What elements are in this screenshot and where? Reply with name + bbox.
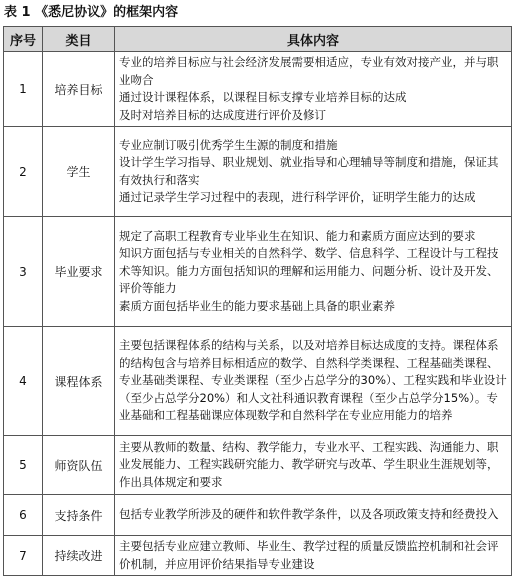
row-category: 支持条件	[43, 495, 115, 536]
table-header-row	[4, 27, 512, 52]
content-line: 主要包括专业应建立教师、毕业生、教学过程的质量反馈监控机制和社会评价机制，并应用评价结果指导专业建设	[119, 539, 499, 571]
row-content	[115, 127, 512, 217]
row-category: 持续改进	[43, 536, 115, 576]
row-content	[115, 52, 512, 127]
row-content	[115, 327, 512, 436]
content-line: 专业应制订吸引优秀学生生源的制度和措施	[119, 137, 338, 152]
table-row	[4, 536, 512, 576]
header-category: 类目	[43, 27, 115, 52]
content-line: 知识方面包括与专业相关的自然科学、数学、信息科学、工程设计与工程技术等知识。能力方面包括知识的理解和运用能力、问题分析、设计及开发、评价等能力	[119, 246, 499, 296]
row-number: 2	[4, 127, 43, 217]
content-line: 通过设计课程体系，以课程目标支撑专业培养目标的达成	[119, 90, 407, 104]
content-line: 专业的培养目标应与社会经济发展需要相适应，专业有效对接产业，并与职业吻合	[119, 55, 499, 87]
table-row	[4, 127, 512, 217]
table-row	[4, 52, 512, 127]
table-caption: 表 1 《悉尼协议》的框架内容	[4, 5, 179, 20]
row-number: 7	[4, 536, 43, 576]
content-line: 及时对培养目标的达成度进行评价及修订	[119, 107, 326, 122]
row-category: 培养目标	[43, 52, 115, 127]
content-line: 主要包括课程体系的结构与关系，以及对培养目标达成度的支持。课程体系的结构包含与培养目标相适应的数学、自然科学类课程、工程基础类课程、专业基础类课程、专业类课程（至少占总学分的30%）、工程实践和毕业设计（至少占总学分20%）和人文社科通识教育课程（至少占总学分15%）。专业基础和工程基础课应体现数学和自然科学在专业应用能力的培养	[119, 338, 507, 423]
row-content	[115, 536, 512, 576]
table-row	[4, 436, 512, 495]
content-line: 主要从教师的数量、结构、教学能力，专业水平、工程实践、沟通能力、职业发展能力、工程实践研究能力、教学研究与改革、学生职业生涯规划等，作出具体规定和要求	[119, 439, 499, 489]
table-row	[4, 217, 512, 327]
content-line: 通过记录学生学习过程中的表现，进行科学评价，证明学生能力的达成	[119, 190, 476, 204]
header-content: 具体内容	[115, 27, 512, 52]
content-line: 规定了高职工程教育专业毕业生在知识、能力和素质方面应达到的要求	[119, 228, 476, 243]
row-category: 课程体系	[43, 327, 115, 436]
row-category: 毕业要求	[43, 217, 115, 327]
content-line: 包括专业教学所涉及的硬件和软件教学条件，以及各项政策支持和经费投入	[119, 507, 499, 522]
row-category: 学生	[43, 127, 115, 217]
content-line: 设计学生学习指导、职业规划、就业指导和心理辅导等制度和措施，保证其有效执行和落实	[119, 155, 499, 187]
framework-table	[3, 26, 512, 576]
row-number: 6	[4, 495, 43, 536]
row-number: 5	[4, 436, 43, 495]
row-content	[115, 217, 512, 327]
row-number: 4	[4, 327, 43, 436]
content-line: 素质方面包括毕业生的能力要求基础上具备的职业素养	[119, 298, 395, 313]
table-row	[4, 495, 512, 536]
row-number: 3	[4, 217, 43, 327]
row-number: 1	[4, 52, 43, 127]
row-content	[115, 436, 512, 495]
header-no: 序号	[4, 27, 43, 52]
row-content	[115, 495, 512, 536]
row-category: 师资队伍	[43, 436, 115, 495]
table-row	[4, 327, 512, 436]
